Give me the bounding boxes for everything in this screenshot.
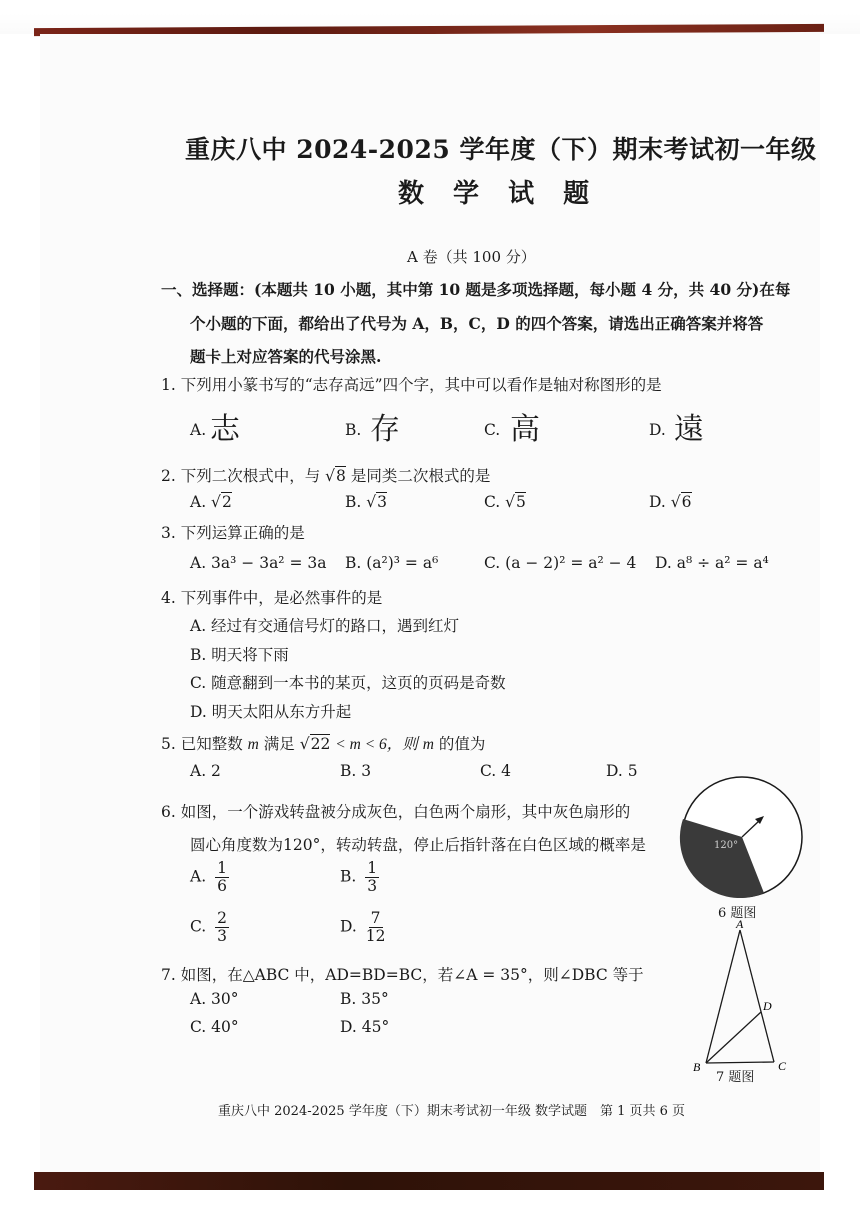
q5-option-b: B. 3 <box>340 762 372 780</box>
part1-heading-line3: 题卡上对应答案的代号涂黑. <box>190 347 382 366</box>
segment-ac <box>740 930 774 1062</box>
q7-option-b: B. 35° <box>340 990 389 1008</box>
q1-option-a-label: A. <box>190 421 207 439</box>
exam-title: 重庆八中 2024-2025 学年度（下）期末考试初一年级 <box>185 135 817 164</box>
q2-stem <box>161 464 490 486</box>
q2-stem-radical: √8 <box>325 467 346 485</box>
q7-option-a: A. 30° <box>190 990 239 1008</box>
point-c-label: C <box>778 1059 787 1073</box>
q1-option-b-glyph: 存 <box>370 412 400 447</box>
page-footer: 重庆八中 2024-2025 学年度（下）期末考试初一年级 数学试题 第 1 页共 6 页 <box>218 1104 686 1119</box>
q1-stem: 1. 下列用小篆书写的“志存高远”四个字，其中可以看作是轴对称图形的是 <box>161 376 662 394</box>
part1-heading-line1: 一、选择题：(本题共 10 小题，其中第 10 题是多项选择题，每小题 4 分，共 40 分)在每 <box>161 280 791 299</box>
q3-option-a: A. 3a³ − 3a² = 3a <box>190 554 327 572</box>
q1-option-c-glyph: 高 <box>510 412 540 447</box>
q7-stem: 7. 如图，在△ABC 中，AD=BD=BC，若∠A = 35°，则∠DBC 等于 <box>161 966 644 984</box>
q7-caption: 7 题图 <box>716 1070 755 1085</box>
segment-bc <box>706 1062 774 1063</box>
q2-option-b: B. √3 <box>345 493 388 511</box>
exam-subtitle: 数 学 试 题 <box>398 179 600 209</box>
q1-option-a-glyph: 志 <box>210 412 240 447</box>
q2-option-c: C. √5 <box>484 493 526 511</box>
q7-option-c: C. 40° <box>190 1018 239 1036</box>
segment-ab <box>706 930 740 1063</box>
point-a-label: A <box>736 917 744 931</box>
q6-option-d: D. $\frac{7}{12}$ <box>340 909 386 946</box>
q1-option-b-label: B. <box>345 421 362 439</box>
q6-stem-line1: 6. 如图，一个游戏转盘被分成灰色，白色两个扇形，其中灰色扇形的 <box>161 803 631 821</box>
q5-option-a: A. 2 <box>190 762 221 780</box>
q5-stem: 5. 已知整数 m 满足 √22 < m < 6，则 m 的值为 <box>161 735 486 753</box>
q2-option-d: D. √6 <box>649 493 692 511</box>
q7-triangle-figure <box>690 916 800 1076</box>
photo-bottom-shadow <box>34 1172 824 1190</box>
q3-stem: 3. 下列运算正确的是 <box>161 524 305 542</box>
q5-inequality: < m < 6，则 <box>335 736 418 753</box>
q3-option-c: C. (a − 2)² = a² − 4 <box>484 554 637 572</box>
q6-option-a: A. $\frac{1}{6}$ <box>190 859 227 896</box>
q3-option-b: B. (a²)³ = a⁶ <box>345 554 439 572</box>
q4-stem: 4. 下列事件中，是必然事件的是 <box>161 589 383 607</box>
q6-caption: 6 题图 <box>718 906 757 921</box>
q4-option-b: B. 明天将下雨 <box>190 646 289 664</box>
q5-radicand: 22 <box>310 735 331 753</box>
q2-stem-part-b: 是同类二次根式的是 <box>350 467 491 485</box>
q5-option-d: D. 5 <box>606 762 638 780</box>
q1-option-d-label: D. <box>649 421 666 439</box>
part1-heading-line2: 个小题的下面，都给出了代号为 A，B，C，D 的四个答案，请选出正确答案并将答 <box>190 314 764 333</box>
segment-bd <box>706 1012 761 1063</box>
q5-var: m <box>247 736 259 753</box>
q4-option-d: D. 明天太阳从东方升起 <box>190 703 352 721</box>
point-b-label: B <box>693 1060 701 1074</box>
q7-option-d: D. 45° <box>340 1018 390 1036</box>
q3-option-d: D. a⁸ ÷ a² = a⁴ <box>655 554 769 572</box>
q1-option-d-glyph: 遠 <box>674 412 704 447</box>
q4-option-c: C. 随意翻到一本书的某页，这页的页码是奇数 <box>190 674 506 692</box>
section-label: A 卷（共 100 分） <box>407 248 536 266</box>
q1-option-c-label: C. <box>484 421 501 439</box>
q2-stem-part-a: 2. 下列二次根式中，与 <box>161 467 321 485</box>
point-d-label: D <box>763 999 772 1013</box>
q6-option-b: B. $\frac{1}{3}$ <box>340 859 378 896</box>
q2-option-a: A. √2 <box>190 493 232 511</box>
q4-option-a: A. 经过有交通信号灯的路口，遇到红灯 <box>190 617 460 635</box>
q5-option-c: C. 4 <box>480 762 512 780</box>
q6-option-c: C. $\frac{2}{3}$ <box>190 909 228 946</box>
q6-spinner-figure <box>676 776 808 898</box>
spinner-angle-label: 120° <box>714 840 739 851</box>
q6-stem-line2: 圆心角度数为120°，转动转盘，停止后指针落在白色区域的概率是 <box>190 836 646 854</box>
